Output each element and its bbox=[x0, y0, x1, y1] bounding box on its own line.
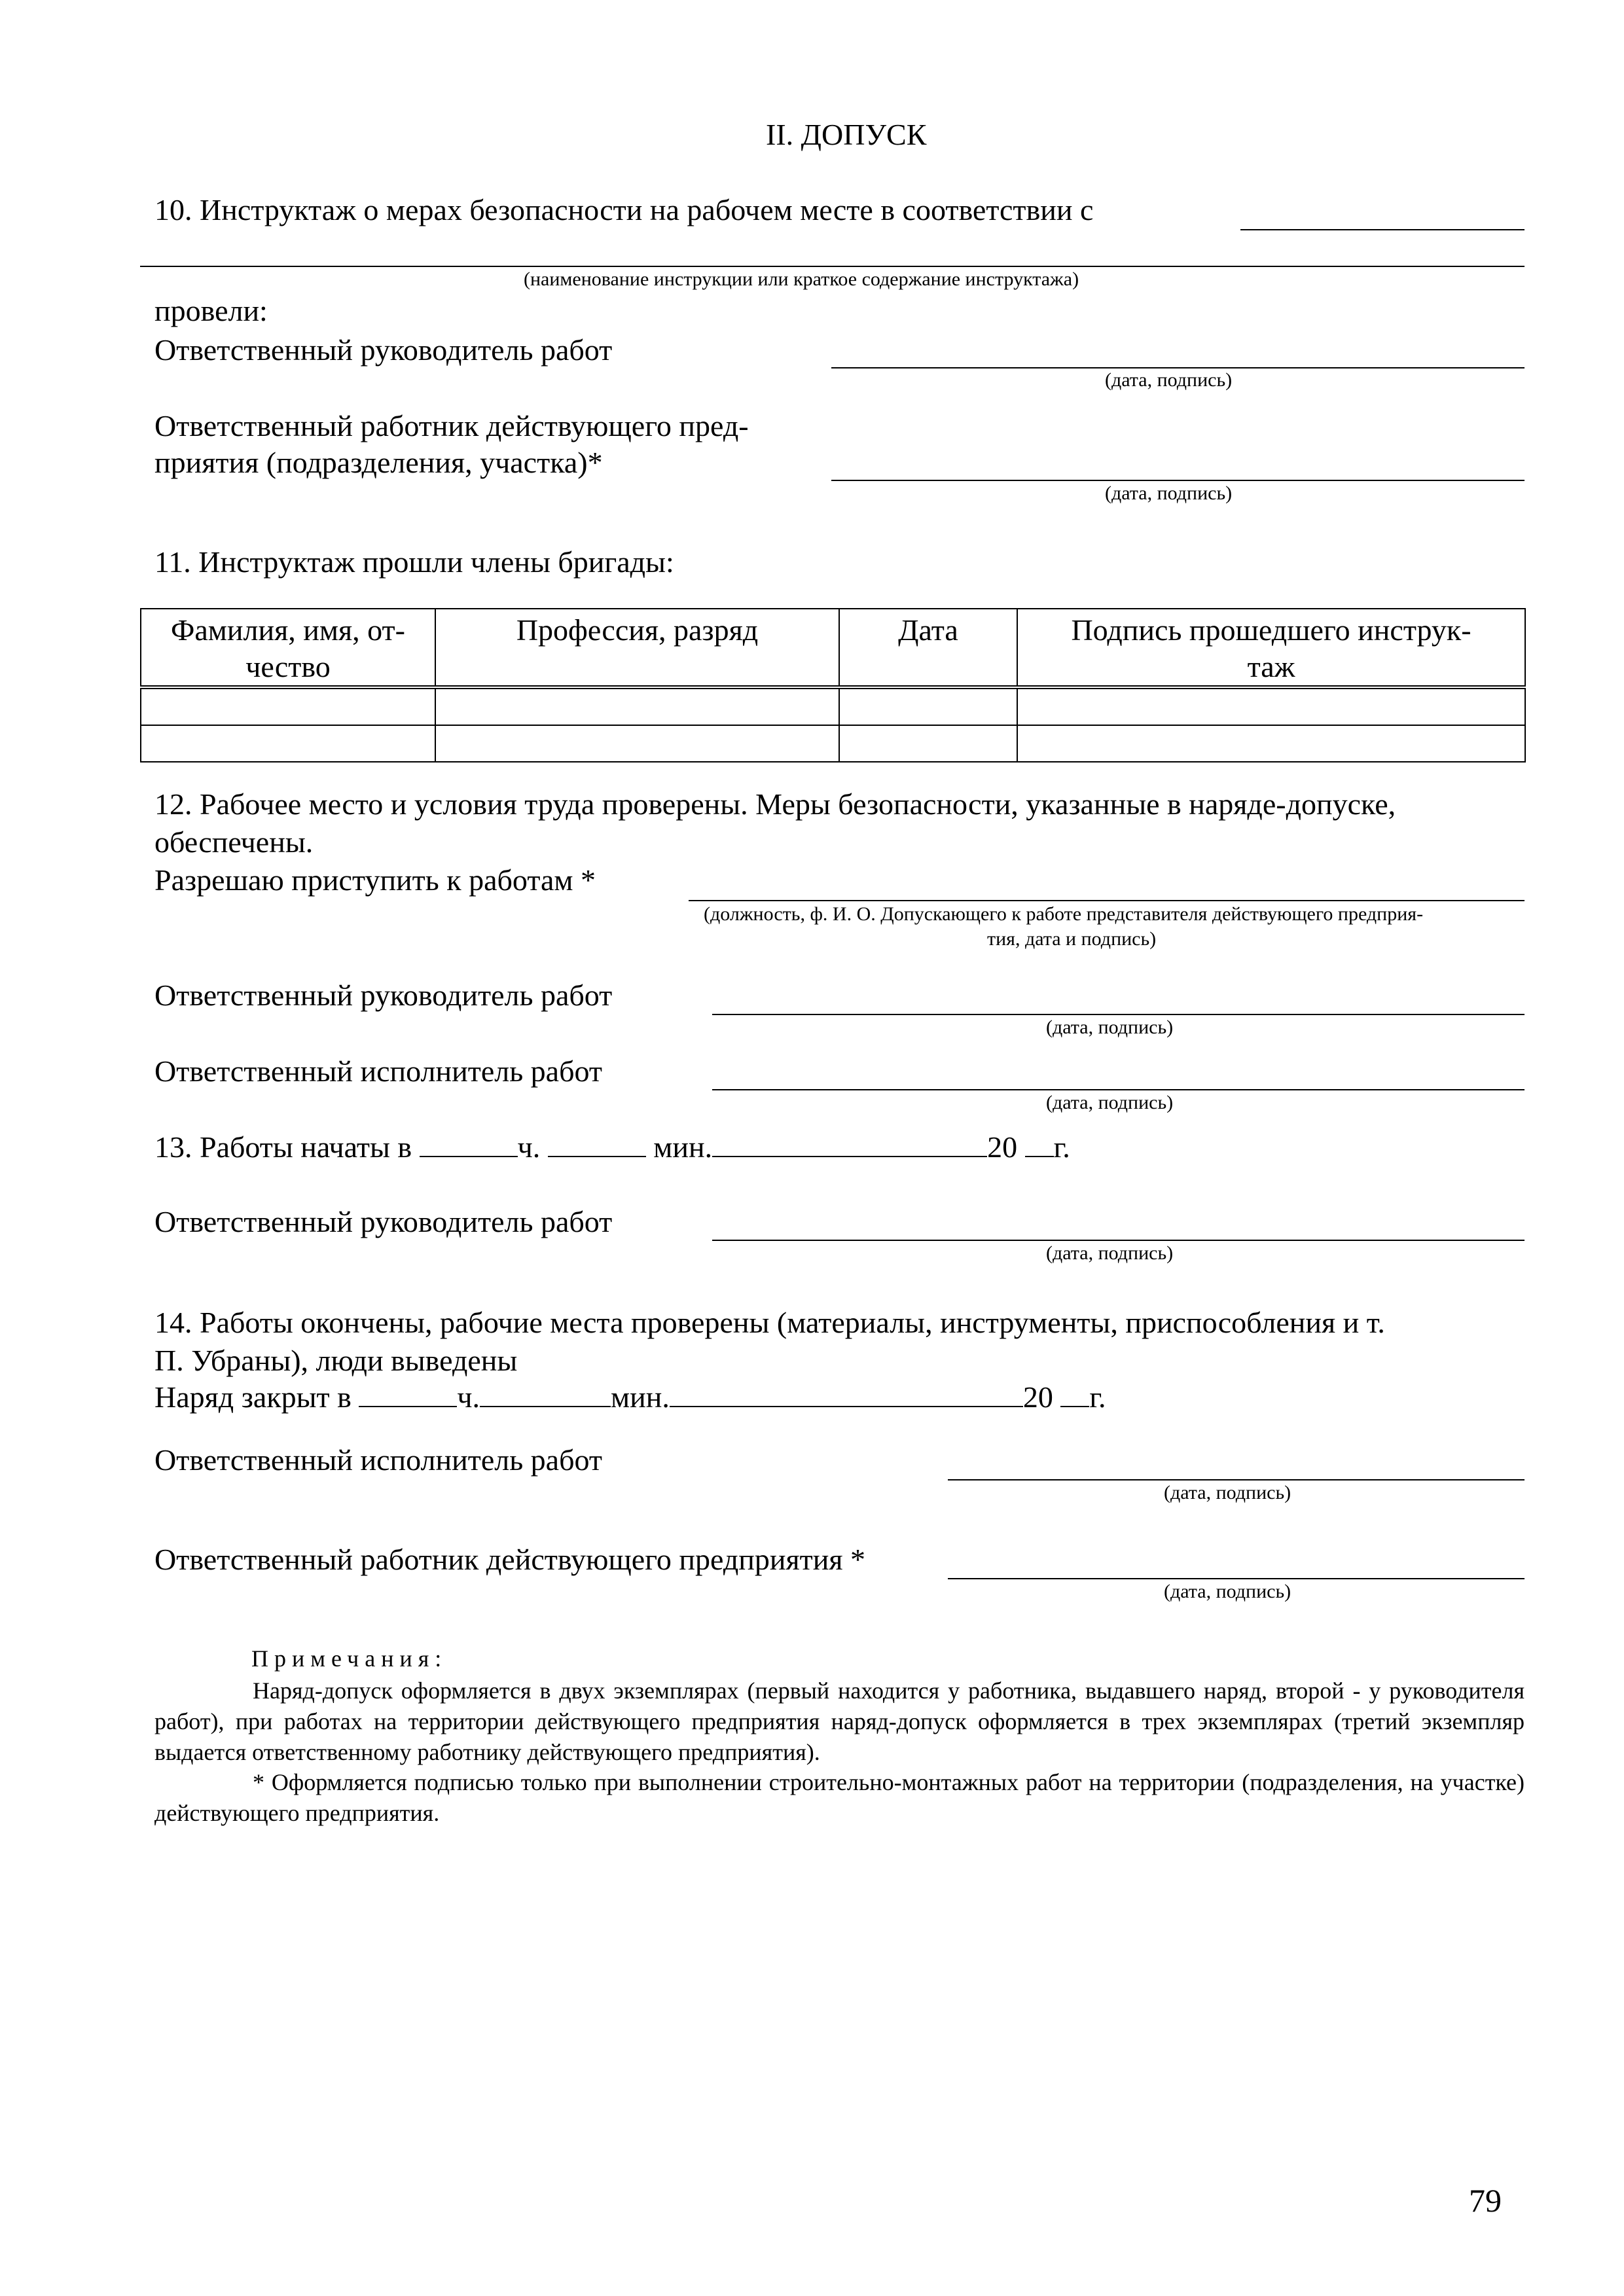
section-title: II. ДОПУСК bbox=[766, 118, 927, 151]
brigade-table bbox=[140, 608, 1526, 762]
item14-hours-label: ч. bbox=[457, 1380, 480, 1414]
item14-year-blank[interactable] bbox=[1060, 1382, 1089, 1407]
item13-hours-blank[interactable] bbox=[420, 1132, 518, 1157]
item13-resp-manager-caption: (дата, подпись) bbox=[1046, 1242, 1174, 1264]
item10-resp-manager-caption: (дата, подпись) bbox=[1105, 369, 1233, 391]
item13-line bbox=[154, 1132, 1070, 1162]
item13-resp-manager-signature-line[interactable] bbox=[712, 1240, 1525, 1241]
item14-resp-worker-caption: (дата, подпись) bbox=[1164, 1581, 1291, 1602]
item14-closed-line bbox=[154, 1382, 1106, 1412]
notes-heading: Примечания: bbox=[251, 1645, 448, 1672]
item10-text: 10. Инструктаж о мерах безопасности на рабочем месте в соответствии с bbox=[154, 193, 1094, 226]
table-cell[interactable] bbox=[435, 687, 839, 725]
item12-resp-manager-label: Ответственный руководитель работ bbox=[154, 978, 613, 1012]
item10-blank-full[interactable] bbox=[140, 266, 1525, 267]
item12-text-2: обеспечены. bbox=[154, 825, 314, 859]
item14-minutes-blank[interactable] bbox=[480, 1382, 611, 1407]
table-row bbox=[141, 725, 1525, 762]
item13-resp-manager-label: Ответственный руководитель работ bbox=[154, 1205, 613, 1238]
item10-resp-manager-label: Ответственный руководитель работ bbox=[154, 333, 613, 367]
notes-paragraph-2: * Оформляется подписью только при выполнении строительно-монтажных работ на территории (подразделения, на участке) действующего предприятия. bbox=[154, 1769, 1525, 1827]
item10-blank-short[interactable] bbox=[1240, 229, 1525, 230]
column-header-date: Дата bbox=[839, 609, 1017, 687]
item14-resp-worker-signature-line[interactable] bbox=[948, 1578, 1525, 1579]
column-header-profession: Профессия, разряд bbox=[435, 609, 839, 687]
item13-year-suffix: г. bbox=[1053, 1130, 1070, 1164]
item14-resp-worker-label: Ответственный работник действующего предприятия * bbox=[154, 1543, 866, 1576]
item13-prefix: 13. Работы начаты в bbox=[154, 1130, 412, 1164]
item14-date-blank[interactable] bbox=[670, 1382, 1023, 1407]
table-cell[interactable] bbox=[1017, 725, 1525, 762]
notes-paragraph-1: Наряд-допуск оформляется в двух экземплярах (первый находится у работника, выдавшего наряд, второй - у руководителя работ), при работах на территории действующего предприятия наряд-допуск оформляется в трех экземплярах (третий экземпляр выдается ответственному работнику действующего предприятия). bbox=[154, 1677, 1525, 1765]
page-number: 79 bbox=[1469, 2182, 1502, 2219]
item10-resp-worker-label-1: Ответственный работник действующего пред- bbox=[154, 409, 749, 442]
item14-year: 20 bbox=[1022, 1380, 1053, 1414]
item12-permit-signature-line[interactable] bbox=[689, 900, 1525, 901]
item12-permit-label: Разрешаю приступить к работам * bbox=[154, 863, 596, 897]
item14-year-suffix: г. bbox=[1089, 1380, 1106, 1414]
column-header-name: Фамилия, имя, от- чество bbox=[141, 609, 435, 687]
item12-permit-caption-2: тия, дата и подпись) bbox=[987, 928, 1157, 950]
item14-hours-blank[interactable] bbox=[359, 1382, 457, 1407]
notes-body bbox=[154, 1676, 1525, 1829]
item10-caption: (наименование инструкции или краткое содержание инструктажа) bbox=[524, 268, 1079, 290]
item14-closed-prefix: Наряд закрыт в bbox=[154, 1380, 352, 1414]
table-cell[interactable] bbox=[141, 725, 435, 762]
item12-resp-executor-caption: (дата, подпись) bbox=[1046, 1092, 1174, 1113]
item12-permit-caption-1: (должность, ф. И. О. Допускающего к работе представителя действующего предприя- bbox=[704, 903, 1424, 925]
table-cell[interactable] bbox=[435, 725, 839, 762]
table-row bbox=[141, 687, 1525, 725]
item13-minutes-blank[interactable] bbox=[548, 1132, 646, 1157]
column-header-signature: Подпись прошедшего инструк- таж bbox=[1017, 609, 1525, 687]
item13-minutes-label: мин. bbox=[653, 1130, 713, 1164]
table-cell[interactable] bbox=[839, 687, 1017, 725]
item13-date-blank[interactable] bbox=[712, 1132, 987, 1157]
item11-text: 11. Инструктаж прошли члены бригады: bbox=[154, 545, 674, 579]
item13-hours-label: ч. bbox=[517, 1130, 541, 1164]
item10-resp-worker-label-2: приятия (подразделения, участка)* bbox=[154, 446, 603, 479]
table-cell[interactable] bbox=[141, 687, 435, 725]
item10-resp-worker-signature-line[interactable] bbox=[831, 480, 1525, 481]
table-cell[interactable] bbox=[839, 725, 1017, 762]
item14-resp-executor-signature-line[interactable] bbox=[948, 1479, 1525, 1480]
item12-resp-manager-signature-line[interactable] bbox=[712, 1014, 1525, 1015]
item10-resp-manager-signature-line[interactable] bbox=[831, 367, 1525, 368]
item14-resp-executor-label: Ответственный исполнитель работ bbox=[154, 1443, 603, 1477]
item13-year-blank[interactable] bbox=[1025, 1132, 1054, 1157]
item14-minutes-label: мин. bbox=[611, 1380, 670, 1414]
item12-text-1: 12. Рабочее место и условия труда проверены. Меры безопасности, указанные в наряде-допуске, bbox=[154, 787, 1396, 821]
item12-resp-executor-label: Ответственный исполнитель работ bbox=[154, 1054, 603, 1088]
item14-text-1: 14. Работы окончены, рабочие места проверены (материалы, инструменты, приспособления и т. bbox=[154, 1306, 1385, 1339]
table-cell[interactable] bbox=[1017, 687, 1525, 725]
table-header-row bbox=[141, 609, 1525, 687]
item12-resp-executor-signature-line[interactable] bbox=[712, 1089, 1525, 1090]
item10-conducted: провели: bbox=[154, 294, 268, 327]
item14-resp-executor-caption: (дата, подпись) bbox=[1164, 1482, 1291, 1503]
item10-resp-worker-caption: (дата, подпись) bbox=[1105, 482, 1233, 504]
item12-resp-manager-caption: (дата, подпись) bbox=[1046, 1016, 1174, 1038]
item13-year: 20 bbox=[987, 1130, 1018, 1164]
item14-text-2: П. Убраны), люди выведены bbox=[154, 1344, 518, 1377]
